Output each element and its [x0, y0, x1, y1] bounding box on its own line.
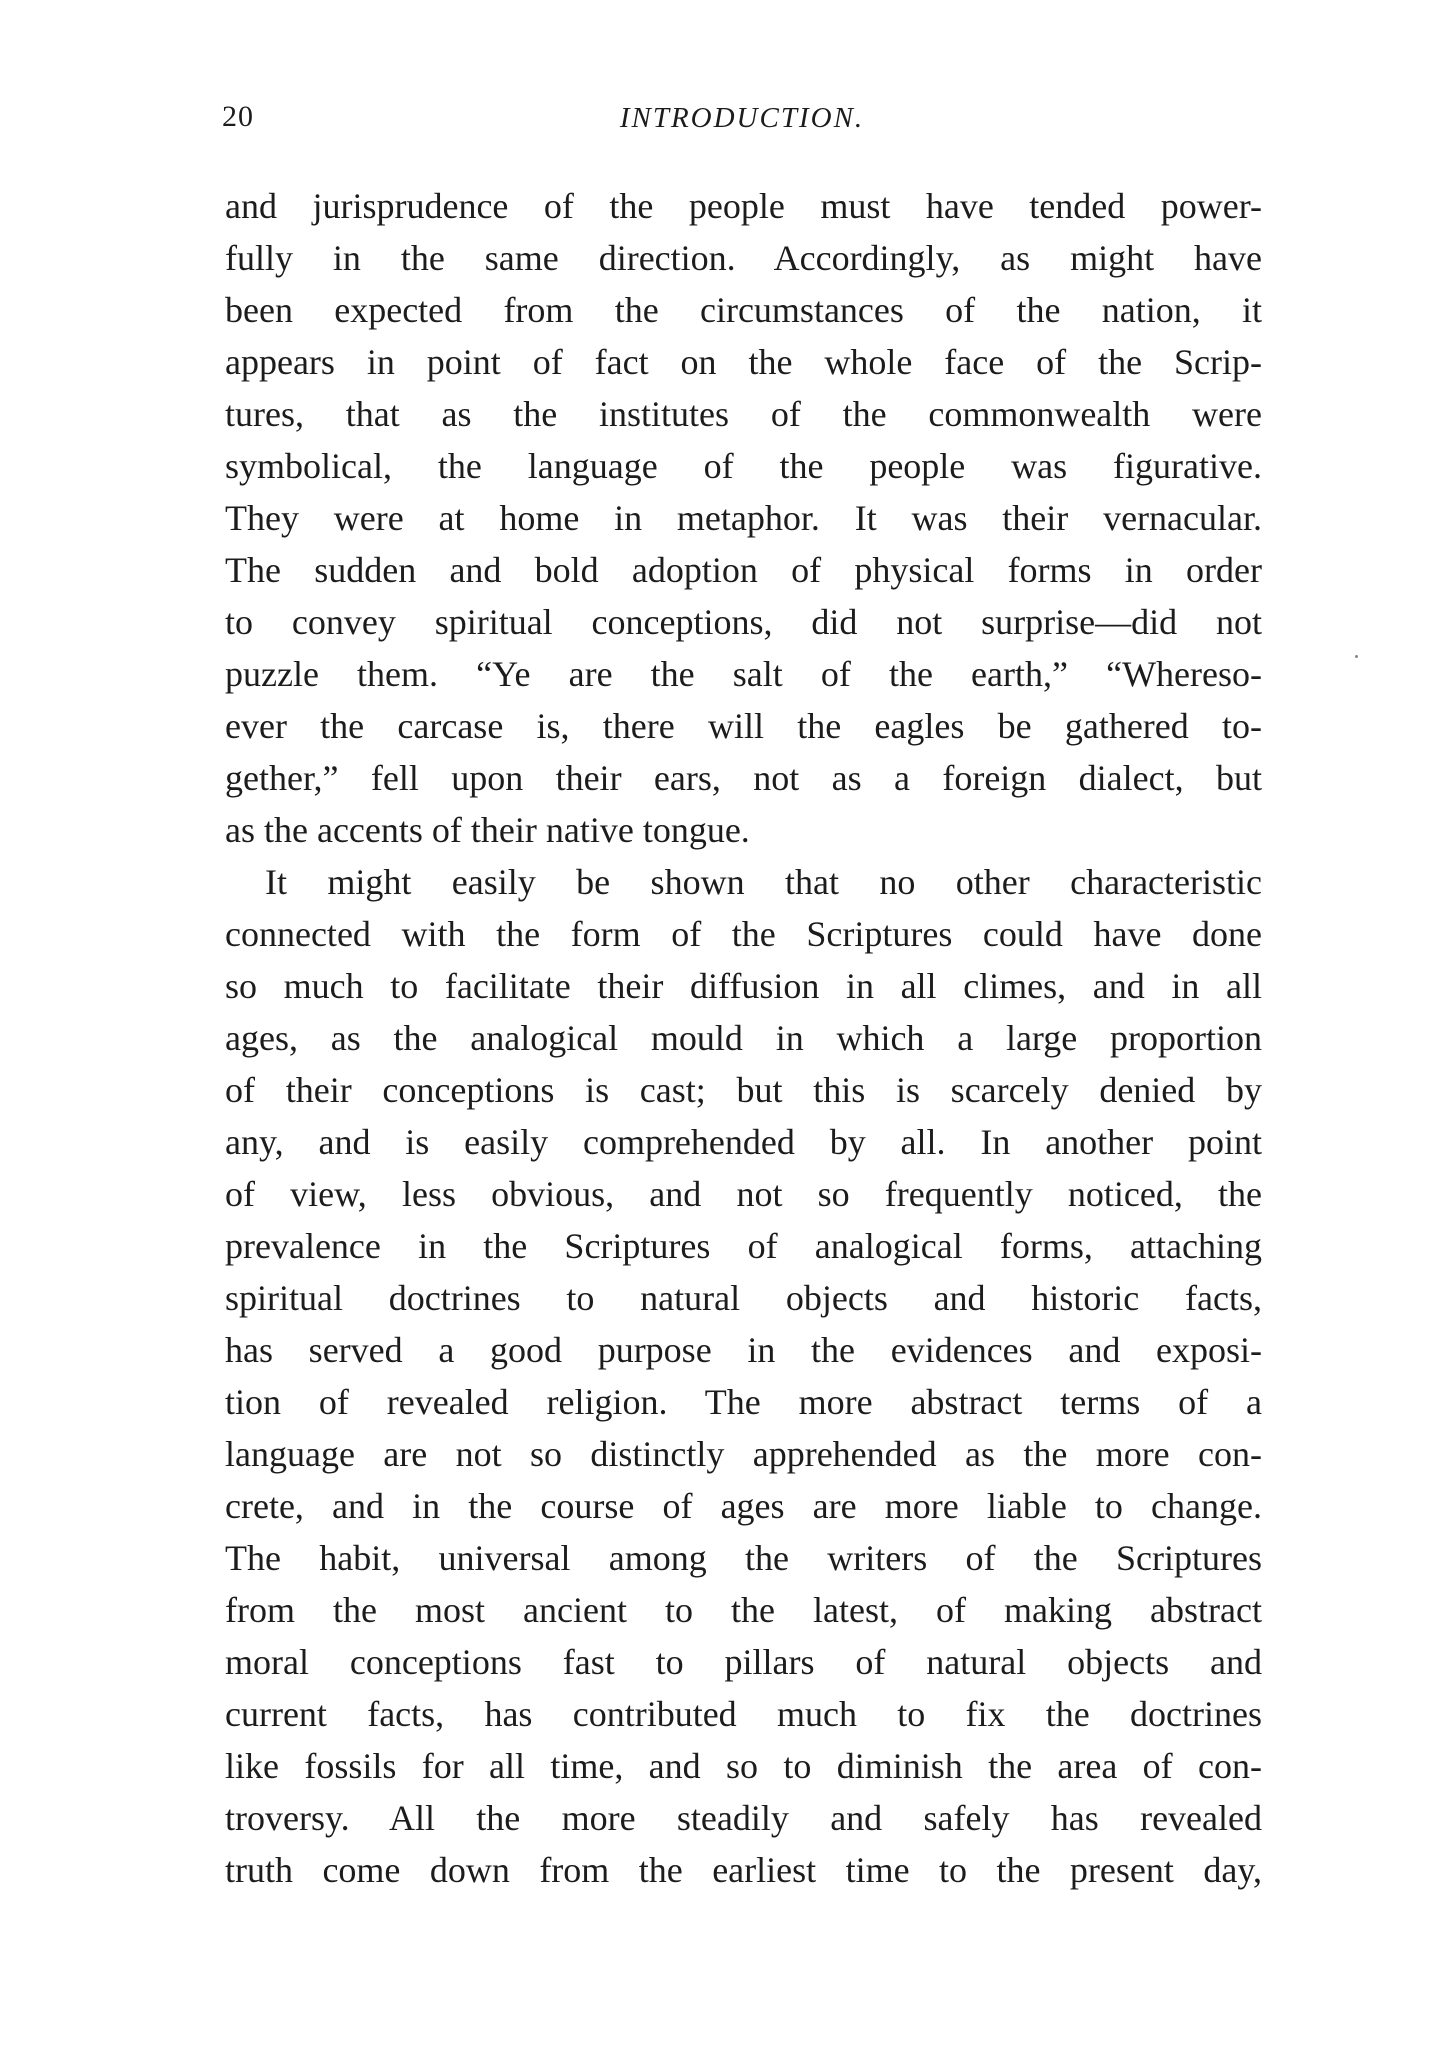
paragraph-2 — [225, 856, 1262, 1896]
text-line: tures, that as the institutes of the commonwealth were — [225, 394, 1262, 434]
body-text — [225, 180, 1262, 1896]
text-line: It might easily be shown that no other characteristic — [265, 862, 1262, 902]
text-line: ever the carcase is, there will the eagles be gathered to- — [225, 706, 1262, 746]
text-line: of view, less obvious, and not so frequently noticed, the — [225, 1174, 1262, 1214]
text-line: The sudden and bold adoption of physical forms in order — [225, 550, 1262, 590]
running-head: INTRODUCTION. — [619, 102, 865, 134]
text-line: and jurisprudence of the people must have tended power- — [225, 186, 1262, 226]
text-line: like fossils for all time, and so to diminish the area of con- — [225, 1746, 1262, 1786]
text-line: has served a good purpose in the evidences and exposi- — [225, 1330, 1262, 1370]
page-header — [222, 100, 1262, 140]
text-line: language are not so distinctly apprehended as the more con- — [225, 1434, 1262, 1474]
text-line: prevalence in the Scriptures of analogical forms, attaching — [225, 1226, 1262, 1266]
text-line: tion of revealed religion. The more abstract terms of a — [225, 1382, 1262, 1422]
text-line: symbolical, the language of the people was figurative. — [225, 446, 1262, 486]
text-line: current facts, has contributed much to fix the doctrines — [225, 1694, 1262, 1734]
text-line: puzzle them. “Ye are the salt of the earth,” “Whereso- — [225, 654, 1262, 694]
text-line: truth come down from the earliest time to the present day, — [225, 1850, 1262, 1890]
text-line: connected with the form of the Scriptures could have done — [225, 914, 1262, 954]
text-line: so much to facilitate their diffusion in all climes, and in all — [225, 966, 1262, 1006]
paragraph-1 — [225, 180, 1262, 856]
text-line: ages, as the analogical mould in which a large proportion — [225, 1018, 1262, 1058]
text-line: The habit, universal among the writers of the Scriptures — [225, 1538, 1262, 1578]
text-line: spiritual doctrines to natural objects and historic facts, — [225, 1278, 1262, 1318]
print-speck — [1355, 655, 1358, 658]
page-number: 20 — [222, 100, 254, 133]
text-line: to convey spiritual conceptions, did not surprise—did not — [225, 602, 1262, 642]
text-line: crete, and in the course of ages are more liable to change. — [225, 1486, 1262, 1526]
text-line: gether,” fell upon their ears, not as a foreign dialect, but — [225, 758, 1262, 798]
text-line: from the most ancient to the latest, of making abstract — [225, 1590, 1262, 1630]
text-line: been expected from the circumstances of the nation, it — [225, 290, 1262, 330]
text-line: They were at home in metaphor. It was their vernacular. — [225, 498, 1262, 538]
text-line: of their conceptions is cast; but this is scarcely denied by — [225, 1070, 1262, 1110]
text-line: troversy. All the more steadily and safely has revealed — [225, 1798, 1262, 1838]
text-line: moral conceptions fast to pillars of natural objects and — [225, 1642, 1262, 1682]
text-line: any, and is easily comprehended by all. In another point — [225, 1122, 1262, 1162]
text-line: fully in the same direction. Accordingly, as might have — [225, 238, 1262, 278]
text-line: as the accents of their native tongue. — [225, 810, 750, 850]
text-line: appears in point of fact on the whole face of the Scrip- — [225, 342, 1262, 382]
